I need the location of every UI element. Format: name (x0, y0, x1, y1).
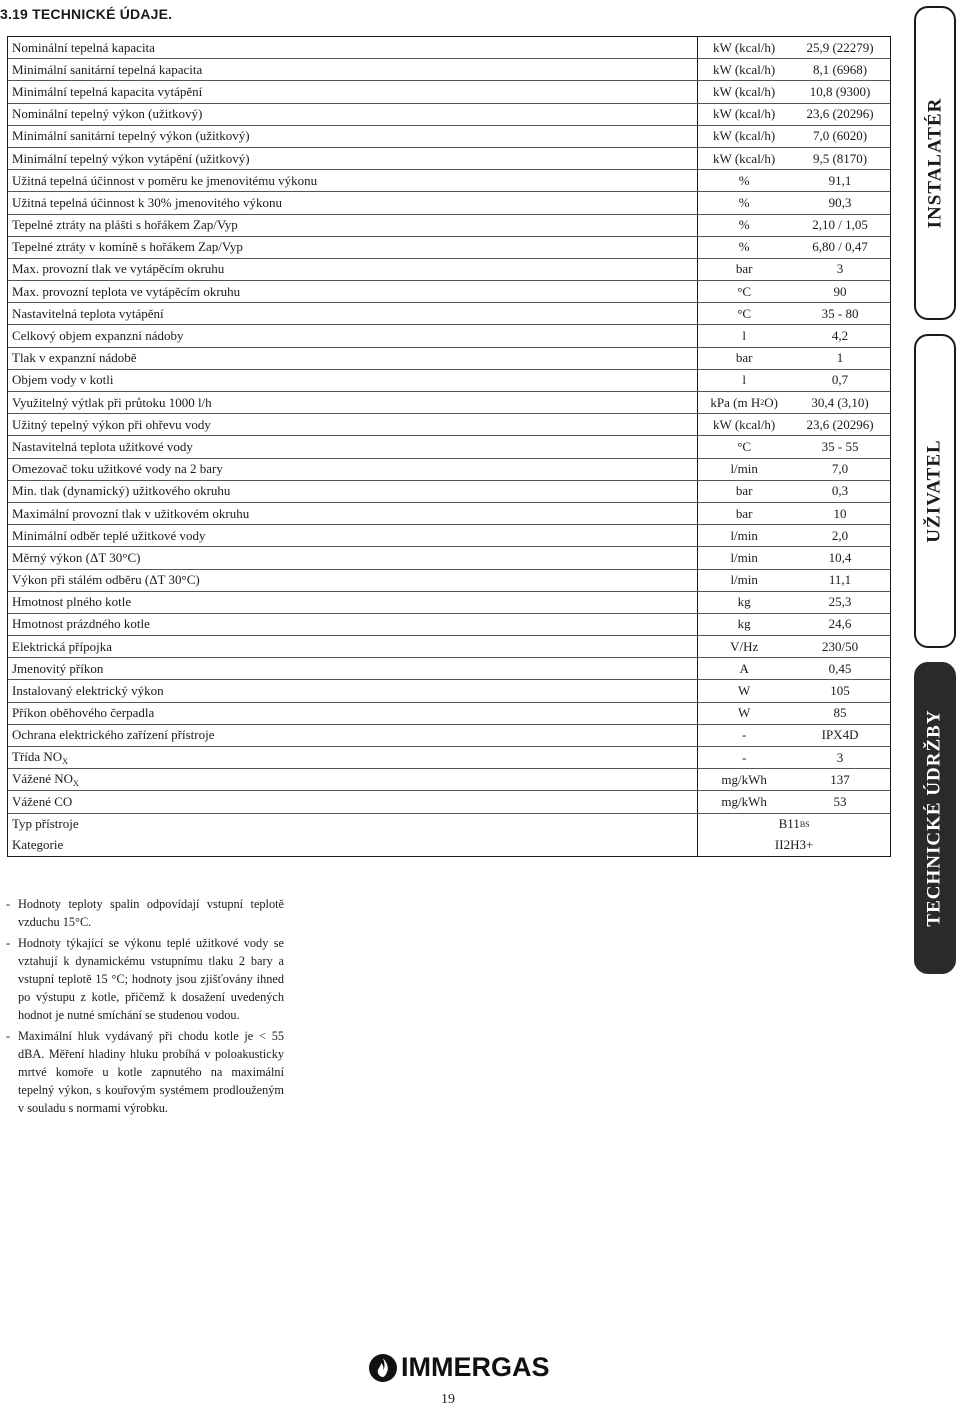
row-value: 10 (833, 505, 847, 521)
table-row (8, 636, 890, 658)
table-row (8, 392, 890, 414)
table-row (8, 104, 890, 126)
row-unit: l/min (697, 459, 790, 480)
row-unit: kg (697, 614, 790, 635)
table-row (8, 237, 890, 259)
row-value: 25,3 (828, 594, 852, 610)
row-unit: % (697, 192, 790, 213)
row-value: 4,2 (831, 328, 849, 344)
table-row (8, 725, 890, 747)
row-value: 230/50 (821, 638, 859, 654)
row-label: Max. provozní tlak ve vytápěcím okruhu (12, 261, 225, 277)
table-row (8, 325, 890, 347)
row-value: 85 (833, 705, 847, 721)
table-row (8, 59, 890, 81)
flame-logo-icon (368, 1353, 398, 1383)
section-title: 3.19 TECHNICKÉ ÚDAJE. (0, 6, 173, 22)
row-value: 0,3 (831, 483, 849, 499)
row-unit: °C (697, 303, 790, 324)
row-value: 0,45 (828, 660, 852, 676)
row-label: Kategorie (12, 837, 64, 853)
row-unit: W (697, 703, 790, 724)
table-row (8, 414, 890, 436)
row-label: Minimální odběr teplé užitkové vody (12, 527, 206, 543)
row-label: Objem vody v kotli (12, 372, 114, 388)
row-label: Výkon při stálém odběru (ΔT 30°C) (12, 572, 200, 588)
table-row (8, 81, 890, 103)
brand-name: IMMERGAS (401, 1352, 550, 1382)
row-value: 7,0 (831, 461, 849, 477)
row-value: 11,1 (828, 572, 852, 588)
row-value: 9,5 (8170) (812, 150, 868, 166)
row-label: Měrný výkon (ΔT 30°C) (12, 549, 141, 565)
row-value: 23,6 (20296) (806, 416, 874, 432)
row-label: Užitný tepelný výkon při ohřevu vody (12, 416, 211, 432)
row-unit: kW (kcal/h) (697, 37, 790, 58)
row-unit: l/min (697, 570, 790, 591)
row-value: 10,4 (828, 549, 852, 565)
row-unit: kPa (m H 2 O) (697, 392, 790, 413)
tab-installer-label: INSTALATÉR (924, 97, 945, 229)
row-label: Celkový objem expanzní nádoby (12, 328, 184, 344)
row-label: Hmotnost prázdného kotle (12, 616, 150, 632)
row-value: 0,7 (831, 372, 849, 388)
row-label: Hmotnost plného kotle (12, 594, 132, 610)
tab-installer[interactable] (914, 6, 956, 320)
row-value: 53 (833, 793, 847, 809)
row-value: 30,4 (3,10) (811, 394, 869, 410)
row-label: Vážené $NO_X$ (12, 771, 79, 789)
brand-logo (368, 1352, 550, 1383)
footnote-item: - Maximální hluk vydávaný při chodu kotle je < 55 dBA. Měření hladiny hluku probíhá v poloakusticky mrtvé komoře u kotle zapnutého na maximální tepelný výkon, s kouřovým systémem prodlouženým v souladu s normami výrobku. (6, 1029, 284, 1115)
row-value: 2,0 (831, 527, 849, 543)
row-unit: % (697, 215, 790, 236)
row-label: Nastavitelná teplota vytápění (12, 305, 164, 321)
table-row (8, 281, 890, 303)
row-value: 2,10 / 1,05 (812, 217, 868, 233)
row-label: Elektrická přípojka (12, 638, 112, 654)
table-row (8, 215, 890, 237)
table-row (8, 592, 890, 614)
row-value: 25,9 (22279) (806, 39, 874, 55)
table-row (8, 170, 890, 192)
table-row (8, 459, 890, 481)
row-label: Příkon oběhového čerpadla (12, 705, 155, 721)
row-unit: mg/kWh (697, 769, 790, 790)
row-unit: kW (kcal/h) (697, 126, 790, 147)
table-row (8, 547, 890, 569)
row-value: 90,3 (828, 194, 852, 210)
row-label: Maximální provozní tlak v užitkovém okruhu (12, 505, 250, 521)
row-label: Minimální tepelná kapacita vytápění (12, 83, 203, 99)
table-row (8, 747, 890, 769)
row-unit: °C (697, 281, 790, 302)
row-unit: - (697, 747, 790, 768)
row-value: 6,80 / 0,47 (812, 239, 868, 255)
row-label: Typ přístroje (12, 816, 79, 832)
row-unit: kW (kcal/h) (697, 414, 790, 435)
table-row (8, 303, 890, 325)
table-row (8, 481, 890, 503)
row-unit: % (697, 170, 790, 191)
row-label: Tepelné ztráty na plášti s hořákem Zap/Vyp (12, 217, 238, 233)
row-unit: A (697, 658, 790, 679)
row-value: 10,8 (9300) (809, 83, 871, 99)
table-row (8, 703, 890, 725)
row-unit: l/min (697, 547, 790, 568)
row-label: Tepelné ztráty v komíně s hořákem Zap/Vyp (12, 239, 243, 255)
row-unit: kW (kcal/h) (697, 59, 790, 80)
footnote-item: - Hodnoty týkající se výkonu teplé užitkové vody se vztahují k dynamickému vstupnímu tlaku 2 bary a vstupní teplotě 15 °C; hodnoty jsou zjišťovány ihned po výstupu z kotle, přičemž k dosažení uvedených hodnot je nutné smíchání se studenou vodou. (6, 936, 284, 1022)
row-value: 35 - 80 (821, 305, 859, 321)
row-value: 91,1 (828, 172, 852, 188)
table-row (8, 370, 890, 392)
row-value: 35 - 55 (821, 438, 859, 454)
row-value: 7,0 (6020) (812, 128, 868, 144)
row-label: Využitelný výtlak při průtoku 1000 l/h (12, 394, 212, 410)
table-row (8, 791, 890, 813)
table-row (8, 503, 890, 525)
row-unit: kW (kcal/h) (697, 81, 790, 102)
table-row (8, 192, 890, 214)
table-row (8, 814, 890, 835)
row-unit: V/Hz (697, 636, 790, 657)
row-label: Nominální tepelná kapacita (12, 39, 155, 55)
row-label: Minimální sanitární tepelný výkon (užitkový) (12, 128, 250, 144)
row-unit: bar (697, 348, 790, 369)
row-unit: mg/kWh (697, 791, 790, 812)
row-value: 3 (836, 749, 844, 765)
tab-user[interactable] (914, 334, 956, 648)
row-label: Max. provozní teplota ve vytápěcím okruhu (12, 283, 241, 299)
row-label: Tlak v expanzní nádobě (12, 350, 137, 366)
table-row (8, 570, 890, 592)
row-unit: - (697, 725, 790, 746)
table-row (8, 680, 890, 702)
tab-maintenance-label: TECHNICKÉ ÚDRŽBY (924, 709, 945, 927)
tab-maintenance[interactable] (914, 662, 956, 974)
row-unit: bar (697, 503, 790, 524)
row-label: Nominální tepelný výkon (užitkový) (12, 106, 203, 122)
page-number: 19 (441, 1392, 455, 1407)
table-row (8, 126, 890, 148)
row-value: 105 (830, 683, 850, 699)
table-row (8, 348, 890, 370)
table-row (8, 37, 890, 59)
footnote-item: - Hodnoty teploty spalin odpovídají vstupní teplotě vzduchu 15°C. (6, 897, 284, 929)
row-label: Ochrana elektrického zařízení přístroje (12, 727, 215, 743)
row-value: 90 (833, 283, 847, 299)
row-label: Vážené CO (12, 793, 73, 809)
row-unit: % (697, 237, 790, 258)
table-row (8, 148, 890, 170)
row-value: IPX4D (821, 727, 859, 743)
table-row (8, 614, 890, 636)
row-unit: W (697, 680, 790, 701)
row-unit: kg (697, 592, 790, 613)
technical-data-table (7, 36, 891, 857)
row-label: Minimální sanitární tepelná kapacita (12, 61, 203, 77)
table-row (8, 769, 890, 791)
row-label: Omezovač toku užitkové vody na 2 bary (12, 461, 223, 477)
row-value: 1 (836, 350, 844, 366)
row-label: Užitná tepelná účinnost v poměru ke jmenovitému výkonu (12, 172, 318, 188)
row-unit: kW (kcal/h) (697, 148, 790, 169)
row-value: II2H3+ (697, 835, 890, 856)
row-label: Instalovaný elektrický výkon (12, 683, 164, 699)
row-value: 3 (836, 261, 844, 277)
row-unit: bar (697, 481, 790, 502)
row-value: B11 BS (697, 814, 890, 835)
table-row (8, 436, 890, 458)
row-label: Třída $NO_X$ (12, 749, 68, 767)
row-label: Užitná tepelná účinnost k 30% jmenovitého výkonu (12, 194, 283, 210)
row-unit: °C (697, 436, 790, 457)
row-unit: l (697, 370, 790, 391)
row-label: Nastavitelná teplota užitkové vody (12, 438, 193, 454)
table-row (8, 525, 890, 547)
row-unit: l/min (697, 525, 790, 546)
row-unit: kW (kcal/h) (697, 104, 790, 125)
row-value: 24,6 (828, 616, 852, 632)
table-row (8, 259, 890, 281)
row-label: Minimální tepelný výkon vytápění (užitkový) (12, 150, 250, 166)
tab-user-label: UŽIVATEL (924, 439, 946, 543)
row-unit: l (697, 325, 790, 346)
row-unit: bar (697, 259, 790, 280)
row-value: 137 (830, 771, 850, 787)
table-row (8, 658, 890, 680)
row-value: 8,1 (6968) (812, 61, 868, 77)
row-value: 23,6 (20296) (806, 106, 874, 122)
row-label: Jmenovitý příkon (12, 660, 104, 676)
row-label: Min. tlak (dynamický) užitkového okruhu (12, 483, 231, 499)
table-row (8, 835, 890, 856)
footnotes (6, 895, 284, 1120)
